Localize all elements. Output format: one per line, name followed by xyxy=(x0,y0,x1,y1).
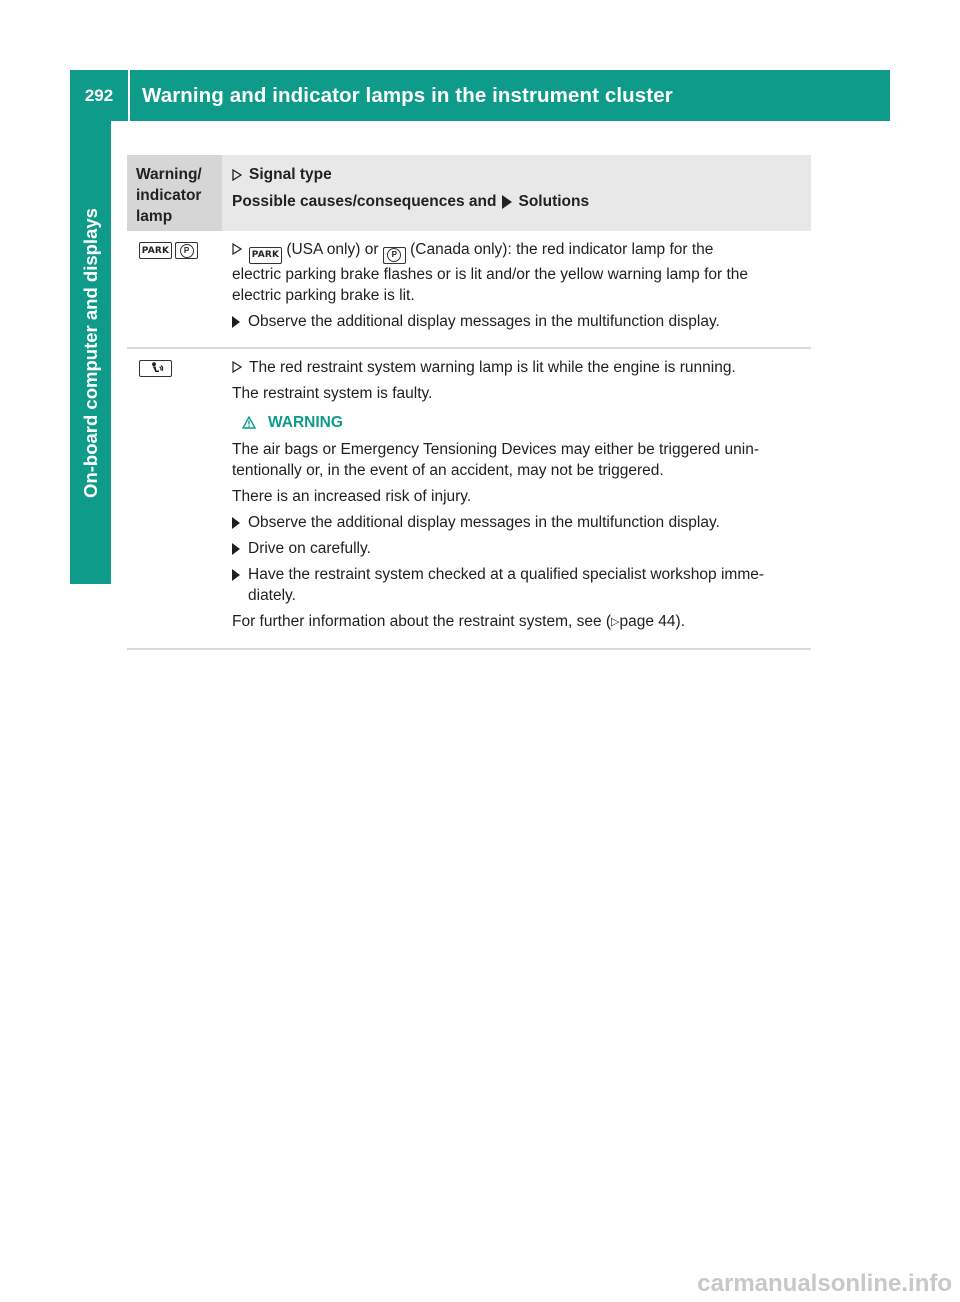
header-divider xyxy=(128,70,130,121)
park-brake-canada-icon: P xyxy=(383,247,406,264)
header-description-column xyxy=(222,155,811,231)
step-text: Have the restraint system checked at a qualified specialist workshop imme- diately. xyxy=(248,566,765,604)
solution-step xyxy=(232,564,811,606)
solution-step xyxy=(232,311,811,332)
step-arrow-icon xyxy=(232,538,248,559)
lamp-symbols xyxy=(127,231,222,347)
park-brake-usa-icon: PARK xyxy=(139,242,172,259)
signal-text xyxy=(232,239,811,306)
warning-triangle-icon xyxy=(242,416,256,429)
page-number: 292 xyxy=(84,85,114,105)
warning-label: WARNING xyxy=(268,414,343,431)
step-text: Observe the additional display messages in the multifunction display. xyxy=(248,313,720,330)
row-description xyxy=(222,349,811,648)
signal-text-line-3: electric parking brake is lit. xyxy=(232,287,415,304)
header-causes-line xyxy=(232,191,811,212)
step-arrow-icon xyxy=(232,564,248,606)
step-text: Observe the additional display messages in the multifunction display. xyxy=(248,514,720,531)
further-info: For further information about the restraint system, see (▷page 44). xyxy=(232,613,686,630)
table-row xyxy=(127,349,811,650)
signal-text-b: (Canada only): the red indicator lamp for the xyxy=(410,241,714,258)
signal-triangle-icon xyxy=(232,243,242,255)
solution-arrow-icon xyxy=(502,195,512,209)
side-tab-label: On-board computer and displays xyxy=(79,207,101,498)
cause-text: The restraint system is faulty. xyxy=(232,385,433,402)
header-lamp-line-2: indicator xyxy=(136,187,202,204)
header-lamp-line-1: Warning/ xyxy=(136,166,202,183)
step-text: Drive on carefully. xyxy=(248,540,371,557)
table-row xyxy=(127,231,811,349)
risk-text: There is an increased risk of injury. xyxy=(232,488,472,505)
header-lamp-line-3: lamp xyxy=(136,208,173,225)
header-signal-type-line xyxy=(232,164,811,185)
side-tab xyxy=(70,121,111,584)
header-bar xyxy=(70,70,890,121)
header-causes: Possible causes/consequences and xyxy=(232,192,497,210)
warning-heading xyxy=(242,412,811,433)
row-description xyxy=(222,231,811,347)
header-solutions: Solutions xyxy=(518,192,590,210)
page-title: Warning and indicator lamps in the instrument cluster xyxy=(142,83,673,107)
page-reference-arrow-icon: ▷ xyxy=(611,616,620,628)
lamp-table xyxy=(127,155,811,650)
header-signal-type: Signal type xyxy=(249,165,332,183)
page-reference-link[interactable]: page 44 xyxy=(619,613,676,630)
signal-description: The red restraint system warning lamp is lit while the engine is running. xyxy=(249,359,736,376)
solution-step xyxy=(232,538,811,559)
step-arrow-icon xyxy=(232,512,248,533)
signal-triangle-icon xyxy=(232,169,242,181)
park-brake-canada-icon: P xyxy=(175,242,198,259)
restraint-system-icon xyxy=(139,360,172,377)
step-arrow-icon xyxy=(232,311,248,332)
watermark: carmanualsonline.info xyxy=(697,1270,952,1297)
signal-triangle-icon xyxy=(232,361,242,373)
header-lamp-column xyxy=(127,155,222,231)
park-brake-usa-icon: PARK xyxy=(249,247,282,264)
signal-text-a: (USA only) or xyxy=(286,241,379,258)
table-header xyxy=(127,155,811,231)
solution-step xyxy=(232,512,811,533)
signal-text-line-2: electric parking brake flashes or is lit and/or the yellow warning lamp for the xyxy=(232,266,749,283)
signal-text xyxy=(232,357,811,378)
lamp-symbols xyxy=(127,349,222,648)
warning-text: The air bags or Emergency Tensioning Devices may either be triggered unin- tentionally or, in the event of an accident, may not be triggered. xyxy=(232,441,759,479)
